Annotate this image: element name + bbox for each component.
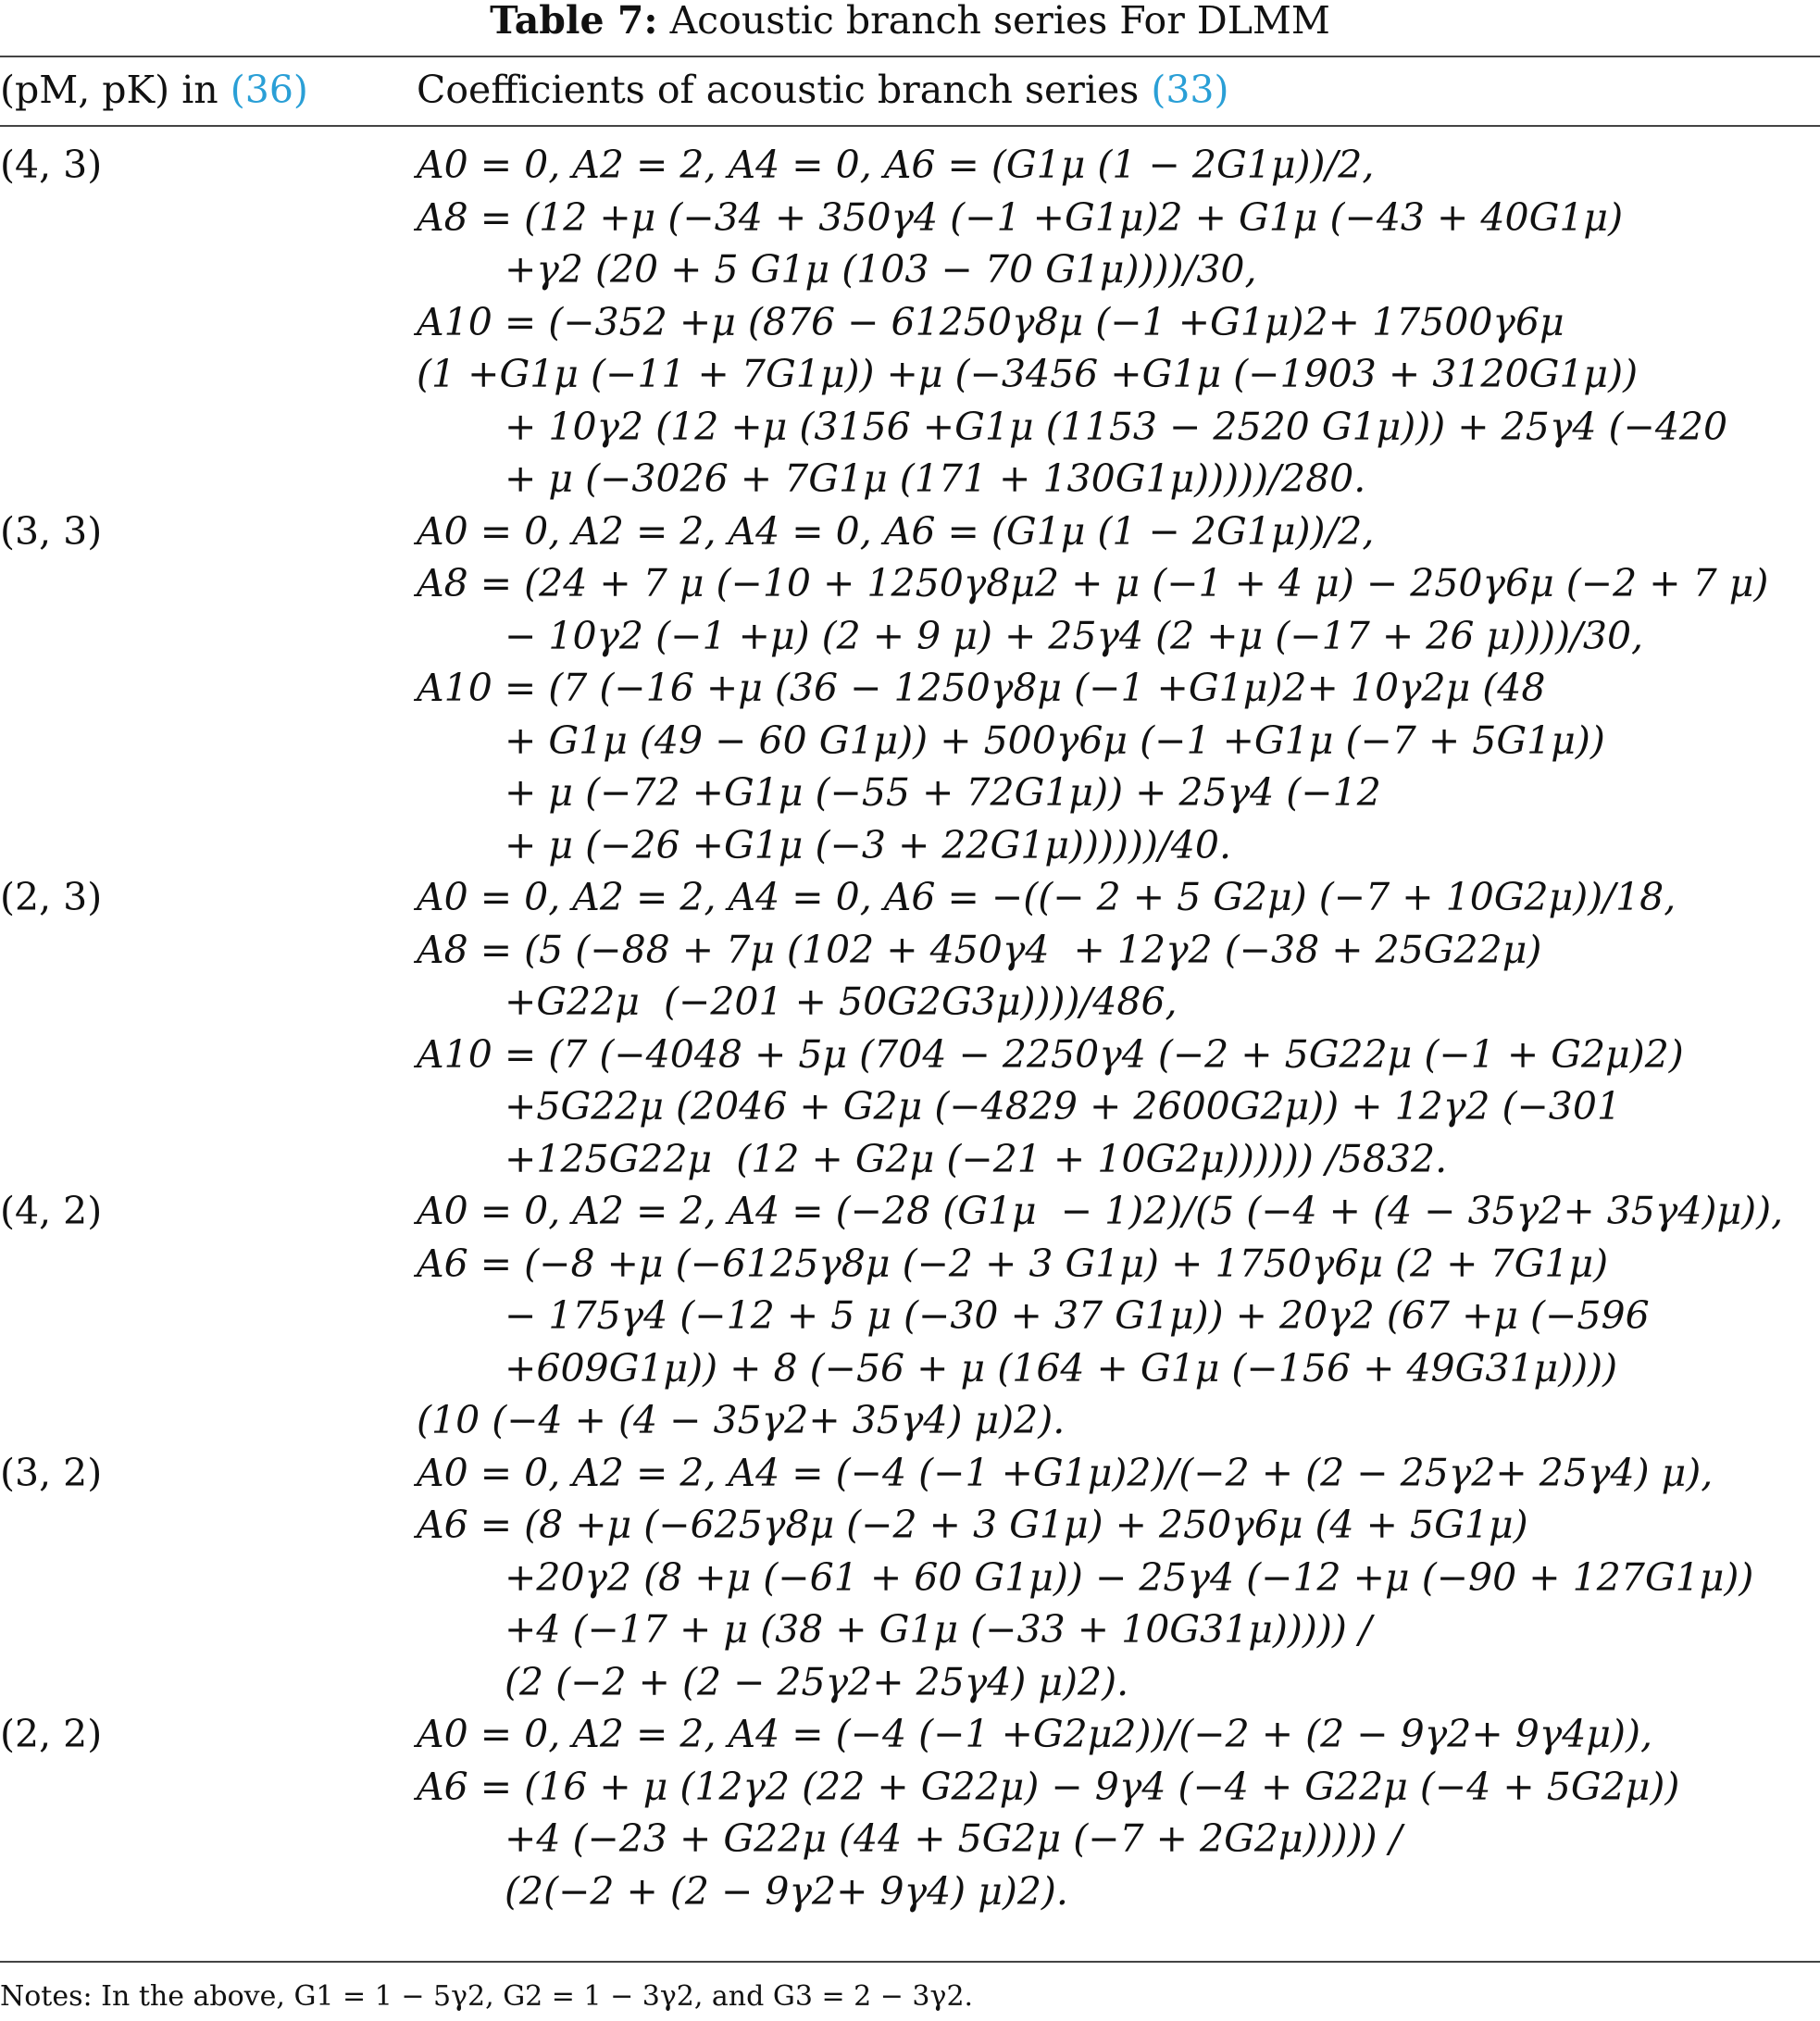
coefficients-cell bbox=[417, 139, 1820, 505]
coefficient-line: (2 (−2 + (2 − 25γ2+ 25γ4) μ)2). bbox=[505, 1659, 1129, 1704]
coefficient-line: +5G22μ (2046 + G2μ (−4829 + 2600G2μ)) + 12γ2 (−301 bbox=[505, 1084, 1622, 1129]
table-body bbox=[0, 139, 1820, 1917]
coefficient-line: A8 = (12 +μ (−34 + 350γ4 (−1 +G1μ)2 + G1μ (−43 + 40G1μ) bbox=[417, 194, 1624, 240]
coefficients-cell bbox=[417, 505, 1820, 872]
coefficient-line: + G1μ (49 − 60 G1μ)) + 500γ6μ (−1 +G1μ (−7 + 5G1μ)) bbox=[505, 717, 1605, 763]
coefficient-line: A0 = 0, A2 = 2, A4 = 0, A6 = (G1μ (1 − 2G1μ))/2, bbox=[417, 508, 1375, 554]
coefficients-cell bbox=[417, 1185, 1820, 1447]
table-row bbox=[0, 1185, 1820, 1447]
coefficient-line: A8 = (5 (−88 + 7μ (102 + 450γ4 + 12γ2 (−38 + 25G22μ) bbox=[417, 927, 1542, 972]
coefficient-line: +125G22μ (12 + G2μ (−21 + 10G2μ)))))) /5832. bbox=[505, 1136, 1448, 1181]
table-title-text: Acoustic branch series For DLMM bbox=[657, 0, 1330, 43]
header-index-text: (pM, pK) in bbox=[0, 68, 231, 112]
coefficient-line: A0 = 0, A2 = 2, A4 = (−4 (−1 +G1μ)2)/(−2 + (2 − 25γ2+ 25γ4) μ), bbox=[417, 1450, 1714, 1495]
coefficient-line: (10 (−4 + (4 − 35γ2+ 35γ4) μ)2). bbox=[417, 1398, 1066, 1442]
header-index-column bbox=[0, 67, 308, 113]
header-coefficients-text: Coefficients of acoustic branch series bbox=[417, 68, 1152, 112]
equation-ref-link[interactable]: (36) bbox=[230, 68, 308, 112]
table-notes: Notes: In the above, G1 = 1 − 5γ2, G2 = 1 − 3γ2, and G3 = 2 − 3γ2. bbox=[0, 1980, 974, 2013]
table-row bbox=[0, 1708, 1820, 1917]
row-index-label: (4, 2) bbox=[0, 1189, 103, 1233]
coefficient-line: A8 = (24 + 7 μ (−10 + 1250γ8μ2 + μ (−1 + 4 μ) − 250γ6μ (−2 + 7 μ) bbox=[417, 561, 1769, 605]
coefficients-cell bbox=[417, 871, 1820, 1185]
row-index-label: (2, 3) bbox=[0, 875, 103, 919]
top-rule bbox=[0, 56, 1820, 57]
table-title-label: Table 7: bbox=[490, 0, 658, 43]
table-row bbox=[0, 1447, 1820, 1709]
coefficient-line: + μ (−26 +G1μ (−3 + 22G1μ))))))/40. bbox=[505, 822, 1231, 867]
coefficient-line: A0 = 0, A2 = 2, A4 = 0, A6 = −((− 2 + 5 G2μ) (−7 + 10G2μ))/18, bbox=[417, 875, 1677, 919]
coefficient-line: A10 = (−352 +μ (876 − 61250γ8μ (−1 +G1μ)2+ 17500γ6μ bbox=[417, 299, 1564, 344]
table-row bbox=[0, 871, 1820, 1185]
coefficient-line: A6 = (8 +μ (−625γ8μ (−2 + 3 G1μ) + 250γ6μ (4 + 5G1μ) bbox=[417, 1503, 1528, 1547]
coefficient-line: A10 = (7 (−4048 + 5μ (704 − 2250γ4 (−2 + 5G22μ (−1 + G2μ)2) bbox=[417, 1031, 1684, 1077]
coefficient-line: + μ (−3026 + 7G1μ (171 + 130G1μ)))))/280. bbox=[505, 456, 1366, 501]
coefficient-line: − 10γ2 (−1 +μ) (2 + 9 μ) + 25γ4 (2 +μ (−17 + 26 μ))))/30, bbox=[505, 613, 1644, 658]
coefficient-line: +4 (−17 + μ (38 + G1μ (−33 + 10G31μ))))) / bbox=[505, 1607, 1372, 1652]
table-row bbox=[0, 139, 1820, 505]
coefficient-line: +γ2 (20 + 5 G1μ (103 − 70 G1μ))))/30, bbox=[505, 247, 1257, 292]
coefficient-line: (2(−2 + (2 − 9γ2+ 9γ4) μ)2). bbox=[505, 1868, 1068, 1914]
row-index-label: (2, 2) bbox=[0, 1712, 103, 1756]
coefficient-line: (1 +G1μ (−11 + 7G1μ)) +μ (−3456 +G1μ (−1903 + 3120G1μ)) bbox=[417, 352, 1639, 396]
coefficient-line: +4 (−23 + G22μ (44 + 5G2μ (−7 + 2G2μ))))) / bbox=[505, 1816, 1402, 1861]
header-rule bbox=[0, 125, 1820, 127]
coefficient-line: + μ (−72 +G1μ (−55 + 72G1μ)) + 25γ4 (−12 bbox=[505, 770, 1381, 815]
coefficient-line: +609G1μ)) + 8 (−56 + μ (164 + G1μ (−156 + 49G31μ)))) bbox=[505, 1345, 1618, 1391]
coefficients-cell bbox=[417, 1708, 1820, 1917]
table-row bbox=[0, 505, 1820, 872]
header-coefficients-column bbox=[417, 67, 1229, 113]
coefficient-line: − 175γ4 (−12 + 5 μ (−30 + 37 G1μ)) + 20γ2 (67 +μ (−596 bbox=[505, 1293, 1650, 1338]
bottom-rule bbox=[0, 1961, 1820, 1963]
coefficient-line: A6 = (16 + μ (12γ2 (22 + G22μ) − 9γ4 (−4 + G22μ (−4 + 5G2μ)) bbox=[417, 1764, 1680, 1809]
coefficients-cell bbox=[417, 1447, 1820, 1709]
table-title bbox=[0, 0, 1820, 41]
row-index-label: (4, 3) bbox=[0, 143, 103, 187]
coefficient-line: A0 = 0, A2 = 2, A4 = (−4 (−1 +G2μ2))/(−2 + (2 − 9γ2+ 9γ4μ)), bbox=[417, 1712, 1653, 1756]
coefficient-line: A6 = (−8 +μ (−6125γ8μ (−2 + 3 G1μ) + 1750γ6μ (2 + 7G1μ) bbox=[417, 1241, 1609, 1286]
coefficient-line: +G22μ (−201 + 50G2G3μ))))/486, bbox=[505, 979, 1178, 1024]
row-index-label: (3, 3) bbox=[0, 508, 103, 554]
coefficient-line: A0 = 0, A2 = 2, A4 = (−28 (G1μ − 1)2)/(5 (−4 + (4 − 35γ2+ 35γ4)μ)), bbox=[417, 1189, 1784, 1233]
coefficient-line: + 10γ2 (12 +μ (3156 +G1μ (1153 − 2520 G1μ))) + 25γ4 (−420 bbox=[505, 404, 1728, 449]
coefficient-line: A10 = (7 (−16 +μ (36 − 1250γ8μ (−1 +G1μ)2+ 10γ2μ (48 bbox=[417, 666, 1546, 710]
coefficient-line: +20γ2 (8 +μ (−61 + 60 G1μ)) − 25γ4 (−12 +μ (−90 + 127G1μ)) bbox=[505, 1554, 1754, 1600]
row-index-label: (3, 2) bbox=[0, 1450, 103, 1495]
coefficient-line: A0 = 0, A2 = 2, A4 = 0, A6 = (G1μ (1 − 2G1μ))/2, bbox=[417, 143, 1375, 187]
equation-ref-link[interactable]: (33) bbox=[1151, 68, 1229, 112]
